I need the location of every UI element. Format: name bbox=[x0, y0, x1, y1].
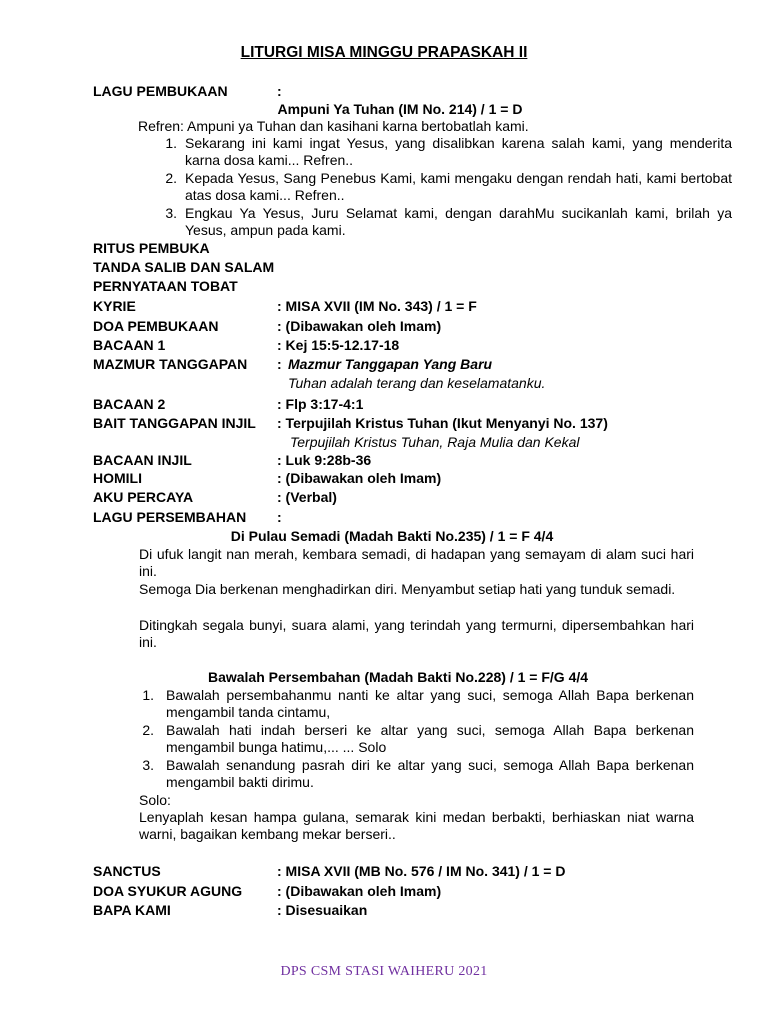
page-footer: DPS CSM STASI WAIHERU 2021 bbox=[280, 964, 488, 979]
pernyataan-tobat: PERNYATAAN TOBAT bbox=[93, 278, 238, 294]
persembahan-colon: : bbox=[277, 509, 282, 525]
aku-percaya-label: AKU PERCAYA bbox=[93, 489, 194, 505]
bait-response: Terpujilah Kristus Tuhan, Raja Mulia dan Kekal bbox=[290, 434, 580, 450]
opening-song-title: Ampuni Ya Tuhan (IM No. 214) / 1 = D bbox=[277, 101, 523, 117]
sanctus-value: : MISA XVII (MB No. 576 / IM No. 341) / 1 = D bbox=[277, 863, 566, 879]
mazmur-label: MAZMUR TANGGAPAN bbox=[93, 356, 248, 372]
opening-verse-number: 2. bbox=[165, 170, 177, 186]
doa-pembukaan-value: : (Dibawakan oleh Imam) bbox=[277, 318, 442, 334]
song3-title: Bawalah Persembahan (Madah Bakti No.228) / 1 = F/G 4/4 bbox=[207, 669, 589, 685]
song3-verse-number: 2. bbox=[142, 722, 154, 738]
kyrie-value: : MISA XVII (IM No. 343) / 1 = F bbox=[277, 298, 477, 314]
sanctus-label: SANCTUS bbox=[93, 863, 161, 879]
bapa-kami-label: BAPA KAMI bbox=[93, 902, 171, 918]
bacaan1-value: : Kej 15:5-12.17-18 bbox=[277, 337, 400, 353]
bacaan1-label: BACAAN 1 bbox=[93, 337, 166, 353]
homili-value: : (Dibawakan oleh Imam) bbox=[277, 470, 442, 486]
song2-line: Di ufuk langit nan merah, kembara semadi, di hadapan yang semayam di alam suci hari ini. bbox=[139, 546, 694, 579]
opening-refrain: Refren: Ampuni ya Tuhan dan kasihani karna bertobatlah kami. bbox=[138, 118, 529, 134]
song3-verse: Bawalah hati indah berseri ke altar yang suci, semoga Allah Bapa berkenan mengambil bunga hatimu,... ... Solo bbox=[166, 722, 694, 755]
doa-pembukaan-label: DOA PEMBUKAAN bbox=[93, 318, 219, 334]
ritus-pembuka: RITUS PEMBUKA bbox=[93, 240, 210, 256]
song2-line: Semoga Dia berkenan menghadirkan diri. Menyambut setiap hati yang tunduk semadi. bbox=[139, 581, 676, 597]
mazmur-colon: : bbox=[277, 356, 282, 372]
song3-solo-label: Solo: bbox=[139, 792, 171, 808]
bapa-kami-value: : Disesuaikan bbox=[277, 902, 368, 918]
injil-label: BACAAN INJIL bbox=[93, 452, 192, 468]
homili-label: HOMILI bbox=[93, 470, 142, 486]
song3-solo-text: Lenyaplah kesan hampa gulana, semarak kini medan berbakti, berhiaskan niat warna warni, bagaikan kembang mekar berseri.. bbox=[139, 809, 694, 842]
aku-percaya-value: : (Verbal) bbox=[277, 489, 337, 505]
song3-verse: Bawalah senandung pasrah diri ke altar yang suci, semoga Allah Bapa berkenan mengambil bakti dirimu. bbox=[166, 757, 694, 790]
page-title: LITURGI MISA MINGGU PRAPASKAH II bbox=[240, 44, 528, 61]
mazmur-value: Mazmur Tanggapan Yang Baru bbox=[288, 356, 493, 372]
bait-label: BAIT TANGGAPAN INJIL bbox=[93, 415, 256, 431]
injil-value: : Luk 9:28b-36 bbox=[277, 452, 372, 468]
song3-verse-number: 3. bbox=[142, 757, 154, 773]
persembahan-label: LAGU PERSEMBAHAN bbox=[93, 509, 247, 525]
bacaan2-label: BACAAN 2 bbox=[93, 396, 166, 412]
opening-verse: Kepada Yesus, Sang Penebus Kami, kami mengaku dengan rendah hati, kami bertobat atas dosa kami... Refren.. bbox=[185, 170, 732, 203]
song3-verse-number: 1. bbox=[142, 687, 154, 703]
tanda-salib: TANDA SALIB DAN SALAM bbox=[93, 259, 275, 275]
song2-title: Di Pulau Semadi (Madah Bakti No.235) / 1 = F 4/4 bbox=[230, 528, 554, 544]
opening-label: LAGU PEMBUKAAN bbox=[93, 83, 228, 99]
bacaan2-value: : Flp 3:17-4:1 bbox=[277, 396, 364, 412]
song2-line: Ditingkah segala bunyi, suara alami, yang terindah yang termurni, dipersembahkan hari ini. bbox=[139, 617, 694, 650]
doa-syukur-value: : (Dibawakan oleh Imam) bbox=[277, 883, 442, 899]
opening-verse-number: 3. bbox=[165, 205, 177, 221]
mazmur-response: Tuhan adalah terang dan keselamatanku. bbox=[288, 375, 546, 391]
kyrie-label: KYRIE bbox=[93, 298, 136, 314]
song3-verse: Bawalah persembahanmu nanti ke altar yang suci, semoga Allah Bapa berkenan mengambil tanda cintamu, bbox=[166, 687, 694, 720]
opening-verse: Engkau Ya Yesus, Juru Selamat kami, dengan darahMu sucikanlah kami, brilah ya Yesus, ampun pada kami. bbox=[185, 205, 732, 238]
bait-value: : Terpujilah Kristus Tuhan (Ikut Menyanyi No. 137) bbox=[277, 415, 608, 431]
opening-verse: Sekarang ini kami ingat Yesus, yang disalibkan karena salah kami, yang menderita karna dosa kami... Refren.. bbox=[185, 135, 732, 168]
opening-verse-number: 1. bbox=[165, 135, 177, 151]
doa-syukur-label: DOA SYUKUR AGUNG bbox=[93, 883, 243, 899]
opening-colon: : bbox=[277, 83, 282, 99]
